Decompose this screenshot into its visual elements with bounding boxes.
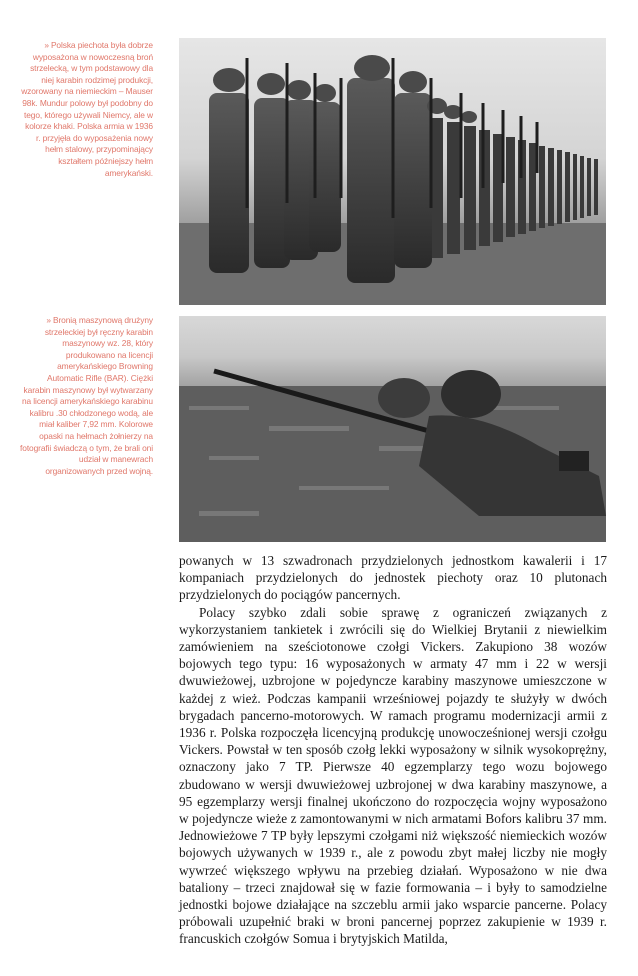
caption-marker: » [46, 315, 51, 325]
paragraph-2: Polacy szybko zdali sobie sprawę z ograniczeń związanych z wykorzystaniem tankietek i zwrócili się do Wielkiej Brytanii z niewielkim zamówieniem na sześciotonowe czołgi Vickers. Zakupiono 38 wozów bojowych tego typu: 16 wyposażonych w armaty 47 mm i 22 w wersji dwuwieżowej, uzbrojone w pojedyncze karabiny maszynowe umieszczone w każdej z wież. Podczas kampanii wrześniowej pojazdy te służyły w dwóch brygadach pancerno-motorowych. W ramach programu modernizacji armii z 1936 r. Polska rozpoczęła licencyjną produkcję unowocześnionej wersji czołgu Vickers. Powstał w ten sposób czołg lekki wyposażony w silnik wysokoprężny, oznaczony jako 7 TP. Pierwsze 40 egzemplarzy tego wozu bojowego zbudowano w wersji dwuwieżowej uzbrojonej w dwa karabiny maszynowe, a 95 egzemplarzy wersji finalnej ukończono do rozpoczęcia wojny wyposażono w pojedyncze wieże z zamontowanymi w nich armatami Bofors kalibru 37 mm. Jednowieżowe 7 TP były lepszymi czołgami niż większość niemieckich wozów bojowych używanych w 1939 r., ale z powodu zbyt małej liczby nie mogły wywrzeć większego wpływu na przebieg działań. Wyposażono w nie dwa bataliony – trzeci znajdował się w fazie formowania – i były to samodzielne jednostki bojowe działające na szczeblu armii jako wsparcie pancerne. Polacy próbowali uzupełnić braki w broni pancernej poprzez zakupienie w 1939 r. francuskich czołgów Somua i brytyjskich Matilda, [179, 604, 607, 947]
photo-infantry-lineup [179, 38, 606, 305]
photo-machine-gunners [179, 316, 606, 542]
photo-caption-1 [20, 40, 153, 179]
photo-caption-2 [20, 315, 153, 477]
soldiers-illustration [179, 38, 606, 305]
paragraph-1: powanych w 13 szwadronach przydzielonych jednostkom kawalerii i 17 kompaniach przydzielonych do jednostek piechoty oraz 10 plutonach przydzielonych do pociągów pancernych. [179, 553, 607, 603]
caption-text: Bronią maszynową drużyny strzeleckiej był ręczny karabin maszynowy wz. 28, który produkowano na licencji amerykańskiego Browning Automatic Rifle (BAR). Ciężki karabin maszynowy był wytwarzany na licencji amerykańskiego karabinu kalibru .30 chłodzonego wodą, ale miał kaliber 7,92 mm. Kolorowe opaski na hełmach żołnierzy na fotografii świadczą o tym, że brali oni udział w manewrach organizowanych przed wojną. [20, 315, 153, 476]
caption-text: Polska piechota była dobrze wyposażona w nowoczesną broń strzelecką, w tym podstawowy dla niej karabin rodzimej produkcji, wzorowany na niemieckim – Mauser 98k. Mundur polowy był podobny do tego, którego używali Niemcy, ale w kolorze khaki. Polska armia w 1936 r. przyjęła do wyposażenia nowy hełm stalowy, przypominający kształtem późniejszy hełm amerykański. [21, 40, 153, 178]
machine-gun-illustration [179, 316, 606, 542]
caption-marker: » [44, 40, 49, 50]
article-body [179, 552, 607, 948]
